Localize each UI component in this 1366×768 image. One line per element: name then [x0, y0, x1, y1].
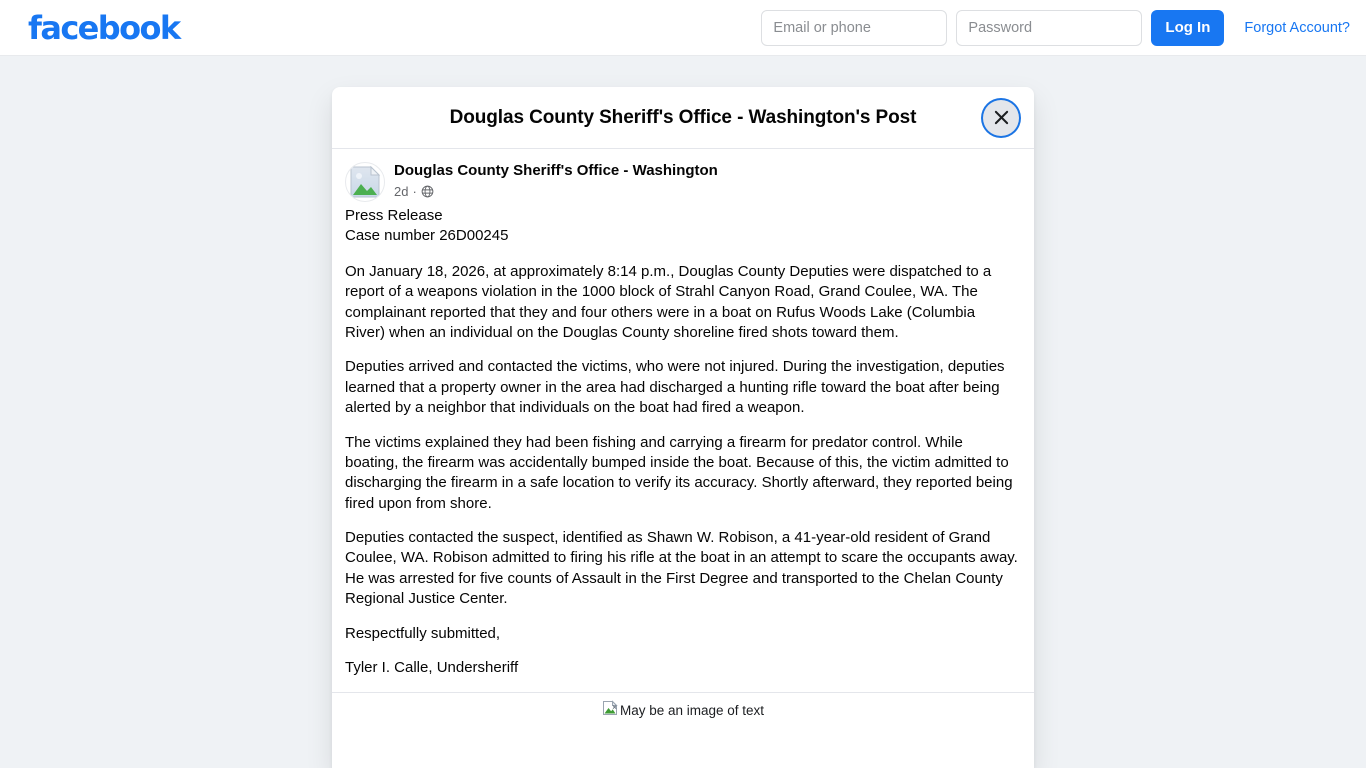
forgot-account-link[interactable]: Forgot Account? [1244, 19, 1350, 36]
close-button[interactable] [983, 100, 1019, 136]
post-paragraph: Deputies arrived and contacted the victims, who were not injured. During the investigation, deputies learned that a property owner in the area had discharged a hunting rifle toward the boat after being alerted by a neighbor that individuals on the boat had fired a weapon. [345, 358, 1005, 417]
broken-image-icon [348, 165, 382, 199]
post-header-text [394, 161, 718, 199]
site-header [0, 0, 1366, 56]
post-header [332, 149, 1034, 202]
post-paragraph: The victims explained they had been fishing and carrying a firearm for predator control. While boating, the firearm was accidentally bumped inside the boat. Because of this, the victim admitted to discharging the firearm in a safe location to verify its accuracy. Shortly afterward, they reported being fired upon from shore. [345, 433, 1013, 512]
facebook-logo[interactable]: facebook [28, 8, 180, 47]
post-attachment[interactable] [332, 693, 1034, 721]
post-paragraph: Deputies contacted the suspect, identified as Shawn W. Robison, a 41-year-old resident of Grand Coulee, WA. Robison admitted to firing his rifle at the boat in an attempt to scare the occupants away. He was arrested for five counts of Assault in the First Degree and transported to the Chelan County Regional Justice Center. [345, 529, 1018, 608]
avatar[interactable] [345, 162, 385, 202]
post-timestamp[interactable]: 2d [394, 183, 409, 199]
login-form [761, 10, 1350, 46]
email-or-phone-input[interactable] [761, 10, 947, 46]
modal-overlay [0, 56, 1366, 768]
post-paragraph: Press Release [345, 207, 443, 224]
globe-icon[interactable] [421, 185, 434, 198]
post-author-name[interactable]: Douglas County Sheriff's Office - Washington [394, 162, 718, 179]
password-input[interactable] [956, 10, 1142, 46]
log-in-button[interactable]: Log In [1151, 10, 1224, 46]
post-dialog [332, 87, 1034, 768]
attachment-alt-text: May be an image of text [619, 702, 765, 718]
post-paragraph: Respectfully submitted, [345, 624, 501, 642]
close-icon [993, 109, 1010, 126]
dialog-header [332, 87, 1034, 149]
dialog-title: Douglas County Sheriff's Office - Washington's Post [449, 106, 917, 128]
dialog-body [332, 149, 1034, 768]
post-paragraph: On January 18, 2026, at approximately 8:14 p.m., Douglas County Deputies were dispatched to a report of a weapons violation in the 1000 block of Strahl Canyon Road, Grand Coulee, WA. The complainant reported that they and four others were in a boat on Rufus Woods Lake (Columbia River) when an individual on the Douglas County shoreline fired shots toward them. [345, 262, 992, 341]
post-body-text [332, 202, 1034, 678]
meta-separator: · [412, 183, 417, 199]
post-paragraph: Tyler I. Calle, Undersheriff [345, 659, 519, 677]
broken-attachment[interactable] [602, 700, 764, 719]
post-metadata [394, 184, 718, 199]
post-paragraph: Case number 26D00245 [345, 227, 509, 245]
broken-image-icon [602, 700, 618, 719]
